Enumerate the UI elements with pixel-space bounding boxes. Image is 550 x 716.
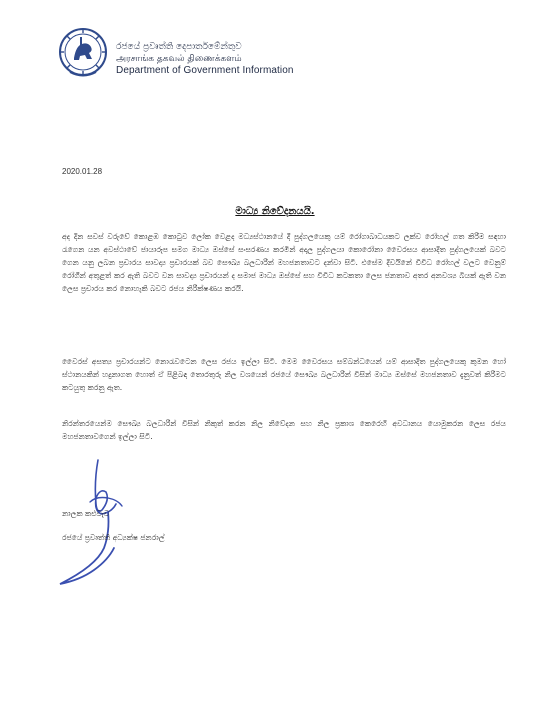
department-name-english: Department of Government Information (116, 65, 294, 76)
body-paragraph-1: අද දින සවස් වරුවේ කොළඹ කොටුව ලෝක වෙළද මධ්‍යස්ථානයේ දී පුද්ගලයෙකු යම් රෝගාබාධයකට ලක්ව රෝහල් ගත කිරීම සඳහා රැගෙන යන අවස්ථාවේ ජායාරූප සමග මාධ්‍ය ඔස්සේ සංසරණය කරමින් අදාල පුද්ගලයා කොරෝනා වෛරසය ආසාදිත පුද්ගලයෙක් බවට ගෙන යනු ලබන ප්‍රචාරය සාවද්‍ය ප්‍රචාරයක් බව සෞඛ්‍ය බලධාරීන් මහජනතාවට දන්වා සිටී. එසේම දිවයිනේ විවිධ රෝහල් වලට වෙනුම් රෝගීන් අතුළත් කර ඇති බවට වන සාවද්‍ය ප්‍රචාරයන් ද සමාජ මාධ්‍ය ඔස්සේ සහ විවිධ කටකතා ලෙස ජනතාව අතර අනවශ්‍ය බියක් ඇති වන ලෙස ප්‍රචාරය කර නොහැකි බවට රජය නිරීක්ෂණය කරයි. (62, 232, 506, 293)
body-paragraph-2: වෛරස් අසත්‍ය ප්‍රචාරයන්ට නොරැවටෙන ලෙස රජය ඉල්ලා සිටී. මෙම වෛරසය සම්බන්ධයෙන් යම් ආසාදිත පුද්ගලයෙකු කුමන හෝ ස්ථානයකින් හදුනාගත හොත් ඒ පිළිබඳ තොරතුරු නිල වශයෙන් රජයේ සෞඛ්‍ය බලධාරීන් විසින් මාධ්‍ය ඔස්සේ මහජනතාව දැනුවත් කිරීමට කටයුතු කරනු ඇත. (62, 357, 506, 392)
signatory-designation: රජයේ ප්‍රවෘත්ති අධ්‍යක්ෂ ජනරාල් (62, 533, 165, 542)
sri-lanka-emblem-icon (58, 26, 108, 80)
signatory-name: නාලක කළුවැව (62, 509, 110, 518)
department-name-tamil: அரசாங்க தகவல் திணைக்களம் (116, 54, 242, 64)
document-title: මාධ්‍ය නිවේදනයයි. (235, 206, 315, 217)
department-name-sinhala: රජයේ ප්‍රවෘත්ති දෙපාර්තමේන්තුව (116, 42, 242, 52)
letterhead (58, 26, 298, 88)
document-date: 2020.01.28 (62, 167, 103, 176)
department-names (116, 41, 316, 77)
body-paragraph-3: නිරන්තරයෙන්ම සෞඛ්‍ය බලධාරීන් විසින් නිකුත් කරන නිල නිවේදන සහ නිල ප්‍රකාශ කෙරෙහි අවධානය යොමුකරන ලෙස රජය මහජනතාවගෙන් ඉල්ලා සිටී. (62, 419, 506, 441)
handwritten-signature (50, 452, 180, 592)
